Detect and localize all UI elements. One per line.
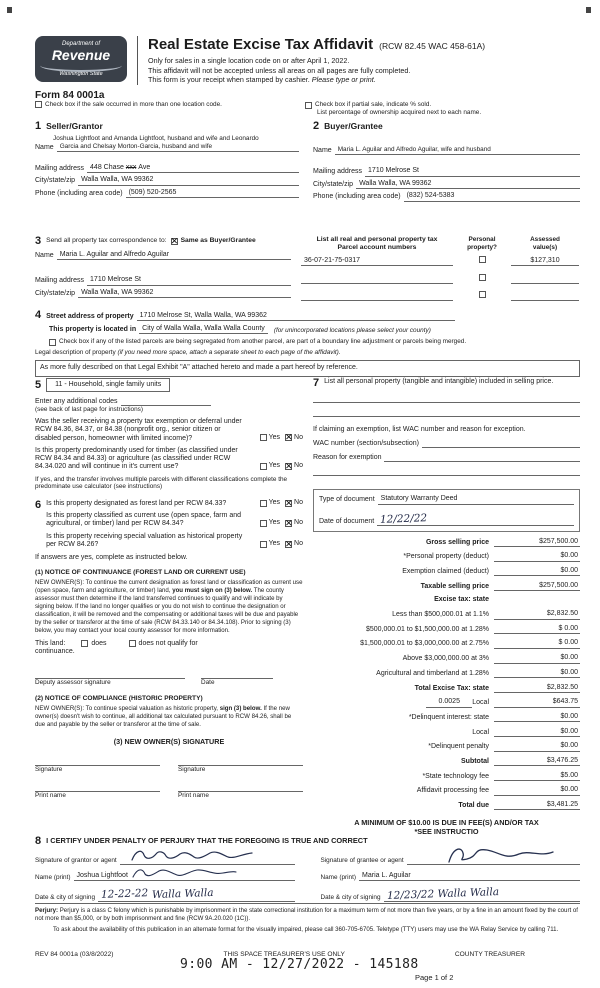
total-due: $3,481.25: [494, 801, 580, 810]
section-5-number: 5: [35, 378, 42, 391]
grantee-signature-row: Signature of grantee or agent: [321, 856, 581, 865]
fin-row: Local $0.00: [472, 727, 578, 736]
yes-checkbox[interactable]: [260, 541, 267, 548]
buyer-grantee-section: [313, 121, 580, 202]
tier1-tax: $2,832.50: [494, 610, 580, 619]
personal-property-header: Personal property?: [467, 236, 497, 251]
notice-compliance-body: NEW OWNER(S): To continue special valuation as historic property, sign (3) below. If the new owner(s) doesn't wish to continue, all additional tax calculated pursuant to RCW 84.26, shall be due and payable by the seller or transferor at the time of sale.: [35, 705, 292, 729]
seller-city-row: City/state/zip Walla Walla, WA 99362: [35, 176, 299, 185]
fin-row-local: 0.0025 Local $643.75: [313, 698, 580, 707]
corner-mark: [7, 7, 12, 13]
subtotal: $3,476.25: [494, 757, 580, 766]
page-title: Real Estate Excise Tax Affidavit: [148, 36, 374, 53]
treasurer-space-label: THIS SPACE TREASURER'S USE ONLY: [223, 951, 345, 958]
segregated-label: Check box if any of the listed parcels are being segregated from another parcel, are part of a boundary line adjustment or parcels being merged.: [59, 338, 467, 346]
personal-property-line-2[interactable]: [313, 406, 580, 417]
yes-no-group: Yes ✕ No: [255, 540, 303, 548]
treasurer-receipt-stamp: 9:00 AM - 12/27/2022 - 145188: [180, 957, 419, 972]
assessed-value-field-2[interactable]: [511, 274, 579, 283]
no-label: No: [294, 433, 303, 441]
seller-name-row: Name Garcia and Chelsay Morton-Garcia, husband and wife: [35, 143, 299, 152]
personal-property-intro: List all personal property (tangible and intangible) included in selling price.: [324, 378, 554, 385]
fin-row: *Personal property (deduct) $0.00: [403, 552, 578, 561]
grantor-name-row: Name (print) Joshua Lightfoot: [35, 872, 295, 881]
yes-checkbox[interactable]: [260, 463, 267, 470]
rcw-reference: (RCW 82.45 WAC 458-61A): [379, 41, 486, 51]
grantor-name-scribble: [129, 864, 239, 882]
grantee-name-field[interactable]: Maria L. Aguilar: [359, 872, 580, 881]
wac-row: WAC number (section/subsection): [313, 439, 580, 448]
parcel-row: [301, 274, 580, 284]
multi-location-label: Check box if the sale occurred in more than one location code.: [45, 101, 222, 108]
section-8-number: 8: [35, 835, 42, 847]
logo-state-text: Washington State: [59, 70, 103, 77]
new-owner-signature-grid: Signature Signature Print name Print name: [35, 753, 303, 799]
reason-row: Reason for exemption: [313, 453, 580, 462]
yes-label: Yes: [268, 462, 281, 470]
fin-row: Exemption claimed (deduct) $0.00: [402, 567, 578, 576]
yes-checkbox[interactable]: [260, 500, 267, 507]
yes-no-group: [255, 462, 303, 470]
grantor-signature-scribble: [128, 846, 256, 866]
parcel-number-field-2[interactable]: [301, 274, 453, 283]
seller-city-field[interactable]: Walla Walla, WA 99362: [78, 176, 299, 185]
document-type-field[interactable]: Statutory Warranty Deed: [378, 495, 574, 504]
question-current-use: Is this property classified as current use (open space, farm and agricultural, or timber) land per RCW 84.34? Yes ✕ No: [46, 512, 303, 529]
seller-name-field[interactable]: Garcia and Chelsay Morton-Garcia, husband and wife: [57, 143, 299, 152]
logo-revenue-text: Revenue: [51, 47, 111, 64]
notice-compliance-title: (2) NOTICE OF COMPLIANCE (HISTORIC PROPERTY): [35, 695, 203, 703]
parcel-number-field[interactable]: 36-07-21-75-0317: [301, 257, 453, 266]
seller-phone-row: Phone (including area code) (509) 520-2565: [35, 189, 299, 198]
if-answers-yes-note: If answers are yes, complete as instructed below.: [35, 554, 188, 562]
grantor-date-field[interactable]: 12-22-22 Walla Walla: [98, 888, 294, 902]
no-checkbox[interactable]: [285, 434, 292, 441]
personal-property-line-1[interactable]: [313, 392, 580, 403]
affidavit-processing-fee: $0.00: [494, 786, 580, 795]
grantor-signature-field[interactable]: [120, 856, 295, 865]
located-in-field[interactable]: City of Walla Walla, Walla Walla County: [139, 325, 268, 334]
buyer-city-row: City/state/zip Walla Walla, WA 99362: [313, 180, 580, 189]
this-land-row: This land: does does not qualify for: [35, 639, 198, 647]
yes-no-group: Yes ✕ No: [255, 499, 303, 507]
parcel-header-line1: List all real and personal property tax: [316, 236, 438, 243]
fin-row: Taxable selling price $257,500.00: [420, 581, 578, 590]
fin-row: Above $3,000,000.00 at 3% $0.00: [402, 654, 578, 663]
correspondence-city-row: City/state/zip Walla Walla, WA 99362: [35, 289, 291, 298]
continuance-wrap: continuance.: [35, 648, 75, 656]
does-not-qualify-checkbox[interactable]: [129, 640, 136, 647]
grantee-signature-scribble: [437, 844, 557, 866]
rev-number: REV 84 0001a (03/8/2022): [35, 951, 114, 958]
grantee-name-row: Name (print) Maria L. Aguilar: [321, 872, 581, 881]
logo-swoosh: [40, 59, 122, 72]
multi-location-checkbox[interactable]: [35, 101, 42, 108]
grantee-signature-block: [321, 856, 581, 902]
new-owner-signature-title: (3) NEW OWNER(S) SIGNATURE: [113, 737, 225, 747]
question-forest-land: Is this property designated as forest land per RCW 84.33? Yes ✕ No: [46, 500, 303, 508]
tier4-tax: $0.00: [494, 654, 580, 663]
exemption-note: If claiming an exemption, list WAC number and reason for exception.: [313, 426, 526, 433]
section-7-number: 7: [313, 377, 320, 389]
local-tax: $643.75: [494, 698, 580, 707]
exemption-claimed: $0.00: [494, 567, 580, 576]
question-timber-use: Is this property predominantly used for timber (as classified under RCW 84.34 and 84.33) or agriculture (as classified under RCW 84.34.020 and will continue in it's current use? Yes ✕ No: [35, 447, 303, 472]
seller-phone-field[interactable]: (509) 520-2565: [126, 189, 299, 198]
buyer-name-row: Name Maria L. Aguilar and Alfredo Aguilar, wife and husband: [313, 146, 580, 155]
seller-mailing-row: Mailing address 448 Chase xxx Ave: [35, 164, 299, 173]
additional-codes-note: (see back of last page for instructions): [35, 406, 143, 414]
deputy-labels: Deputy assessor signature Date: [35, 678, 215, 686]
perjury-notice: Perjury: Perjury is a class C felony which is punishable by imprisonment in the state correctional institution for a maximum term of not more than five years, or by a fine in an amount fixed by the court of not more than $5,000, or by both imprisonment and fine (RCW 9A.20.020 (1C)). To ask about the availability of this publication in an alternate format for the visually impaired, please call 360-705-6705. Teletype (TTY) users may use the WA Relay Service by calling 711.: [35, 903, 580, 934]
corner-mark: [586, 7, 591, 13]
form-number: Form 84 0001a: [35, 90, 105, 101]
minimum-due-note: A MINIMUM OF $10.00 IS DUE IN FEE(S) AND/OR TAX *SEE INSTRUCTIO: [354, 818, 539, 837]
section-1-number: 1: [35, 120, 42, 132]
notice-continuance-body: NEW OWNER(S): To continue the current designation as forest land or classification as current use (open space, farm and agriculture, or timber) land, you must sign on (3) below. The county assessor must then determine if the land transferred continues to qualify and will indicate by signing below. If the land no longer qualifies or you do not wish to continue the designation or classification, it will be removed and the compensating or additional taxes will be due and payable by the seller or transferor at the time of sale (RCW 84.33.140 or 84.34.108). Prior to signing (3) below, you may contact your local county assessor for more information.: [35, 578, 303, 634]
new-owner-printname-line-1[interactable]: [35, 779, 160, 792]
no-checkbox[interactable]: [285, 520, 292, 527]
property-location-section: [35, 310, 580, 377]
fin-row: Total Excise Tax: state $2,832.50: [414, 683, 578, 692]
yes-no-group: [255, 434, 303, 442]
fin-row: Less than $500,000.01 at 1.1% $2,832.50: [392, 610, 578, 619]
gross-selling-price: $257,500.00: [494, 538, 580, 547]
no-checkbox[interactable]: [285, 500, 292, 507]
buyer-phone-row: Phone (including area code) (832) 524-5383: [313, 192, 580, 201]
section-2-number: 2: [313, 120, 320, 132]
personal-property-deduct: $0.00: [494, 552, 580, 561]
fin-row: $500,000.01 to $1,500,000.00 at 1.28% $ 0.00: [366, 624, 578, 633]
tier2-tax: $ 0.00: [494, 625, 580, 634]
tier3-tax: $ 0.00: [494, 639, 580, 648]
section-6-number: 6: [35, 498, 42, 511]
no-checkbox[interactable]: [285, 463, 292, 470]
street-address-row: 4 Street address of property 1710 Melrose St, Walla Walla, WA 99362: [35, 310, 455, 321]
yes-checkbox[interactable]: [260, 520, 267, 527]
yes-label: Yes: [268, 433, 281, 441]
new-owner-printname-line-2[interactable]: [178, 779, 303, 792]
header-subtitle-1: Only for sales in a single location code on or after April 1, 2022.: [148, 56, 350, 65]
grantor-name-field[interactable]: Joshua Lightfoot: [74, 872, 295, 881]
seller-mailing-field[interactable]: 448 Chase xxx Ave: [87, 164, 299, 173]
buyer-title: Buyer/Grantee: [324, 121, 383, 132]
fin-row: Gross selling price $257,500.00: [425, 537, 578, 546]
deputy-date-line[interactable]: [201, 670, 273, 679]
legal-description-field[interactable]: As more fully described on that Legal Exhibit "A" attached hereto and made a part hereof by reference.: [35, 360, 580, 377]
correspondence-city-field[interactable]: Walla Walla, WA 99362: [78, 289, 291, 298]
correspondence-name-field[interactable]: Maria L. Aguilar and Alfredo Aguilar: [57, 251, 291, 260]
agricultural-tax: $0.00: [494, 669, 580, 678]
county-treasurer-label: COUNTY TREASURER: [454, 951, 525, 958]
grantor-signature-row: Signature of grantor or agent: [35, 856, 295, 865]
question-historical-property: Is this property receiving special valuation as historical property per RCW 84.26? Yes ✕ No: [46, 533, 303, 550]
document-info-box: [313, 489, 580, 532]
fin-row: *Delinquent penalty $0.00: [428, 742, 578, 751]
partial-sale-checkbox[interactable]: [305, 102, 312, 109]
street-address-field[interactable]: 1710 Melrose St, Walla Walla, WA 99362: [137, 312, 455, 321]
document-date-field[interactable]: 12/22/22: [377, 513, 574, 527]
yes-no-group: Yes ✕ No: [255, 519, 303, 527]
personal-property-checkbox-1[interactable]: [479, 256, 486, 263]
personal-property-checkbox-2[interactable]: [479, 274, 486, 281]
parcel-number-field-3[interactable]: [301, 292, 453, 301]
certification-section: [35, 836, 580, 902]
grantor-signature-block: [35, 856, 295, 902]
legal-description-label: Legal description of property (if you need more space, attach a separate sheet to each page of the affidavit).: [35, 349, 341, 357]
additional-codes-field[interactable]: [121, 397, 211, 406]
header-subtitle-2: This affidavit will not be accepted unless all areas on all pages are fully completed.: [148, 65, 411, 75]
seller-names-line1: Joshua Lightfoot and Amanda Lightfoot, husband and wife and Leonardo: [53, 135, 259, 142]
parcel-row: [301, 256, 580, 266]
tax-correspondence-section: [35, 236, 291, 298]
document-date-row: Date of document 12/22/22: [319, 513, 574, 527]
same-as-buyer-label: Same as Buyer/Grantee: [180, 237, 256, 245]
question-tax-exemption: Was the seller receiving a property tax exemption or deferral under RCW 84.36, 84.37, or 84.38 (nonprofit org., senior citizen or disabled person, homeowner with limited income)? Yes ✕ No: [35, 418, 303, 443]
logo-dept-text: Department of: [61, 41, 101, 47]
reason-for-exemption-field[interactable]: [384, 453, 580, 462]
section-3-number: 3: [35, 235, 42, 247]
partial-sale-label: Check box if partial sale, indicate % sold. List percentage of ownership acquired next to each name.: [315, 101, 482, 116]
reason-line-2[interactable]: [313, 465, 580, 476]
assessed-value-header: Assessed value(s): [530, 236, 560, 251]
section-4-number: 4: [35, 309, 42, 321]
sections-5-6-column: [35, 378, 303, 799]
parcel-table: [301, 236, 580, 301]
yes-checkbox[interactable]: [260, 434, 267, 441]
fin-row: $1,500,000.01 to $3,000,000.00 at 2.75% $ 0.00: [360, 639, 578, 648]
segregated-checkbox[interactable]: [49, 339, 56, 346]
buyer-mailing-row: Mailing address 1710 Melrose St: [313, 167, 580, 176]
top-checkbox-row: [35, 101, 580, 116]
buyer-name-field[interactable]: Maria L. Aguilar and Alfredo Aguilar, wife and husband: [335, 146, 580, 155]
no-checkbox[interactable]: [285, 541, 292, 548]
taxable-selling-price: $257,500.00: [494, 582, 580, 591]
grantor-date-row: Date & city of signing 12-22-22 Walla Walla: [35, 888, 295, 902]
correspondence-label: Send all property tax correspondence to:: [46, 237, 167, 245]
delinquent-interest-state: $0.00: [494, 713, 580, 722]
local-rate: 0.0025: [426, 698, 472, 707]
personal-property-checkbox-3[interactable]: [479, 291, 486, 298]
new-owner-signature-line-2[interactable]: [178, 753, 303, 766]
parcel-header-line2: Parcel account numbers: [337, 244, 417, 252]
section-7-column: [313, 378, 580, 837]
does-qualify-checkbox[interactable]: [81, 640, 88, 647]
additional-codes-row: Enter any additional codes: [35, 397, 303, 406]
grantee-signature-field[interactable]: [407, 856, 580, 865]
seller-title: Seller/Grantor: [46, 121, 103, 132]
located-in-note: (for unincorporated locations please select your county): [273, 326, 431, 334]
header-subtitle-3: This form is your receipt when stamped by cashier. Please type or print.: [148, 75, 376, 85]
wac-number-field[interactable]: [422, 439, 580, 448]
same-as-buyer-checkbox[interactable]: [171, 238, 178, 245]
delinquent-penalty: $0.00: [494, 742, 580, 751]
excise-tax-table: [313, 538, 580, 811]
fin-row: Subtotal $3,476.25: [461, 756, 578, 765]
form-header: [35, 36, 580, 102]
accessibility-note: To ask about the availability of this publication in an alternate format for the visually impaired, please call 360-705-6705. Teletype (TTY) users may use the WA Relay Service by calling 711.: [53, 926, 559, 934]
assessed-value-field[interactable]: $127,310: [511, 257, 579, 266]
grantee-date-row: Date & city of signing 12/23/22 Walla Walla: [321, 888, 581, 902]
state-technology-fee: $5.00: [494, 772, 580, 781]
notice-continuance-title: (1) NOTICE OF CONTINUANCE (FOREST LAND OR CURRENT USE): [35, 568, 246, 576]
deputy-assessor-signature-line[interactable]: [35, 670, 185, 679]
segregated-row: [49, 338, 580, 346]
certify-statement: I CERTIFY UNDER PENALTY OF PERJURY THAT THE FOREGOING IS TRUE AND CORRECT: [46, 836, 368, 846]
delinquent-interest-local: $0.00: [494, 728, 580, 737]
parcel-row: [301, 291, 580, 301]
grantee-date-field[interactable]: 12/23/22 Walla Walla: [384, 888, 580, 902]
fin-row: *Delinquent interest: state $0.00: [408, 712, 578, 721]
no-label: No: [294, 462, 303, 470]
located-in-row: This property is located in City of Walla Walla, Walla Walla County (for unincorporated locations please select your county): [49, 325, 431, 334]
correspondence-mailing-row: Mailing address 1710 Melrose St: [35, 276, 291, 285]
correspondence-name-row: Name Maria L. Aguilar and Alfredo Aguilar: [35, 251, 291, 260]
assessed-value-field-3[interactable]: [511, 292, 579, 301]
fin-row: Affidavit processing fee $0.00: [416, 786, 578, 795]
buyer-phone-field[interactable]: (832) 524-5383: [404, 192, 580, 201]
correspondence-mailing-field[interactable]: 1710 Melrose St: [87, 276, 291, 285]
multiple-parcels-note: If yes, and the transfer involves multiple parcels with different classifications complete the predominate use calculator (see instructions): [35, 475, 288, 491]
fin-row: Total due $3,481.25: [458, 801, 578, 810]
fin-row: Excise tax: state: [434, 596, 489, 604]
seller-grantor-section: [35, 121, 299, 198]
page-number: Page 1 of 2: [415, 973, 454, 982]
document-type-row: Type of document Statutory Warranty Deed: [319, 495, 574, 504]
fin-row: *State technology fee $5.00: [422, 771, 578, 780]
land-use-code: 11 - Household, single family units: [46, 378, 170, 392]
total-state-excise: $2,832.50: [494, 684, 580, 693]
dor-logo: [35, 36, 127, 82]
buyer-mailing-field[interactable]: 1710 Melrose St: [365, 167, 580, 176]
fin-row: Agricultural and timberland at 1.28% $0.00: [376, 668, 578, 677]
buyer-city-field[interactable]: Walla Walla, WA 99362: [356, 180, 580, 189]
new-owner-signature-line-1[interactable]: [35, 753, 160, 766]
